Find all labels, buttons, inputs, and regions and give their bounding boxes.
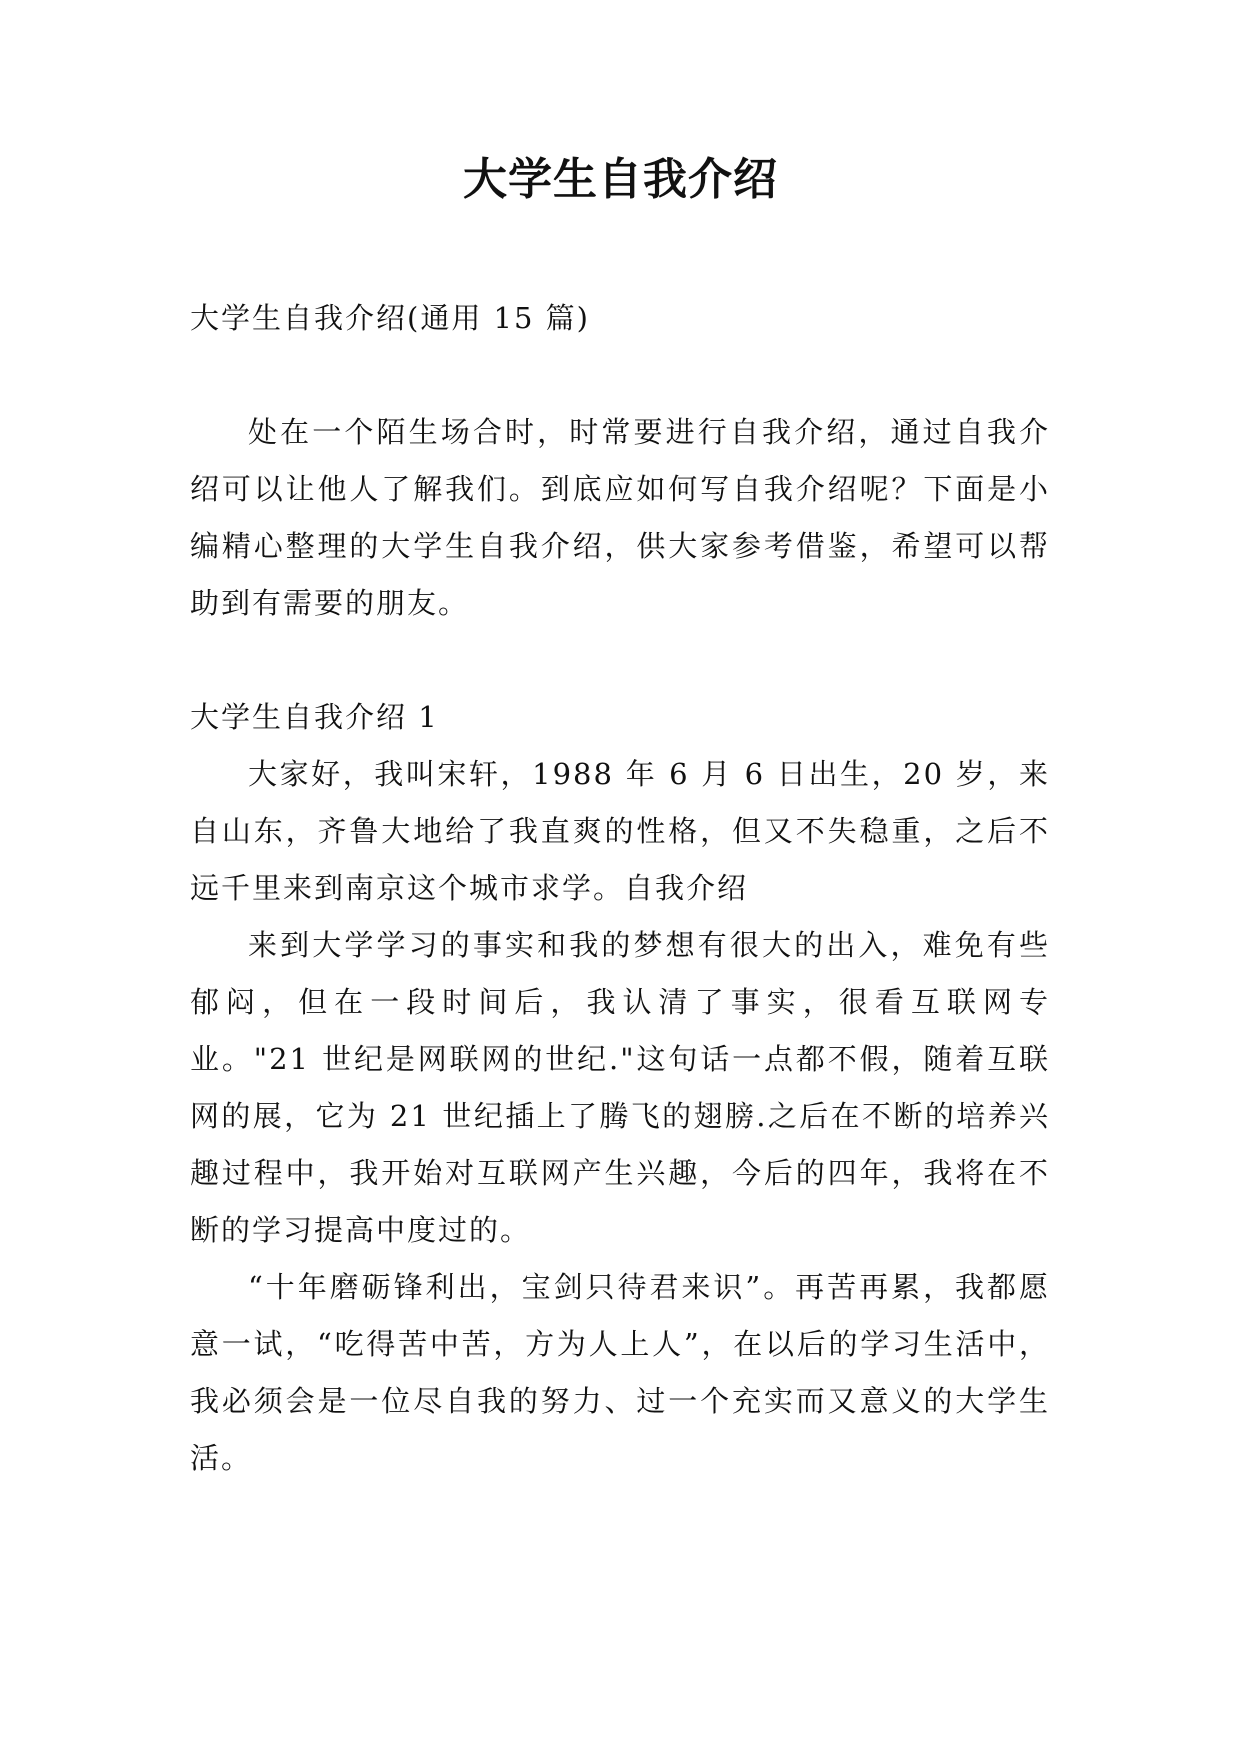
- intro-paragraph: 处在一个陌生场合时，时常要进行自我介绍，通过自我介绍可以让他人了解我们。到底应如何写自我介绍呢？下面是小编精心整理的大学生自我介绍，供大家参考借鉴，希望可以帮助到有需要的朋友。: [190, 415, 1050, 620]
- section-heading: 大学生自我介绍 1: [190, 700, 439, 734]
- page-title: 大学生自我介绍: [463, 154, 778, 205]
- body-paragraph: 来到大学学习的事实和我的梦想有很大的出入，难免有些郁闷，但在一段时间后，我认清了事实，很看互联网专业。"21 世纪是网联网的世纪."这句话一点都不假，随着互联网的展，它为 21 世纪插上了腾飞的翅膀.之后在不断的培养兴趣过程中，我开始对互联网产生兴趣，今后的四年，我将在不断的学习提高中度过的。: [190, 928, 1050, 1247]
- body-paragraph: 大家好，我叫宋轩，1988 年 6 月 6 日出生，20 岁，来自山东，齐鲁大地给了我直爽的性格，但又不失稳重，之后不远千里来到南京这个城市求学。自我介绍: [190, 757, 1050, 905]
- body-paragraph: “十年磨砺锋利出，宝剑只待君来识”。再苦再累，我都愿意一试，“吃得苦中苦，方为人上人”，在以后的学习生活中，我必须会是一位尽自我的努力、过一个充实而又意义的大学生活。: [190, 1270, 1050, 1475]
- document-subtitle: 大学生自我介绍(通用 15 篇): [190, 301, 590, 335]
- document-body: [190, 290, 1050, 1487]
